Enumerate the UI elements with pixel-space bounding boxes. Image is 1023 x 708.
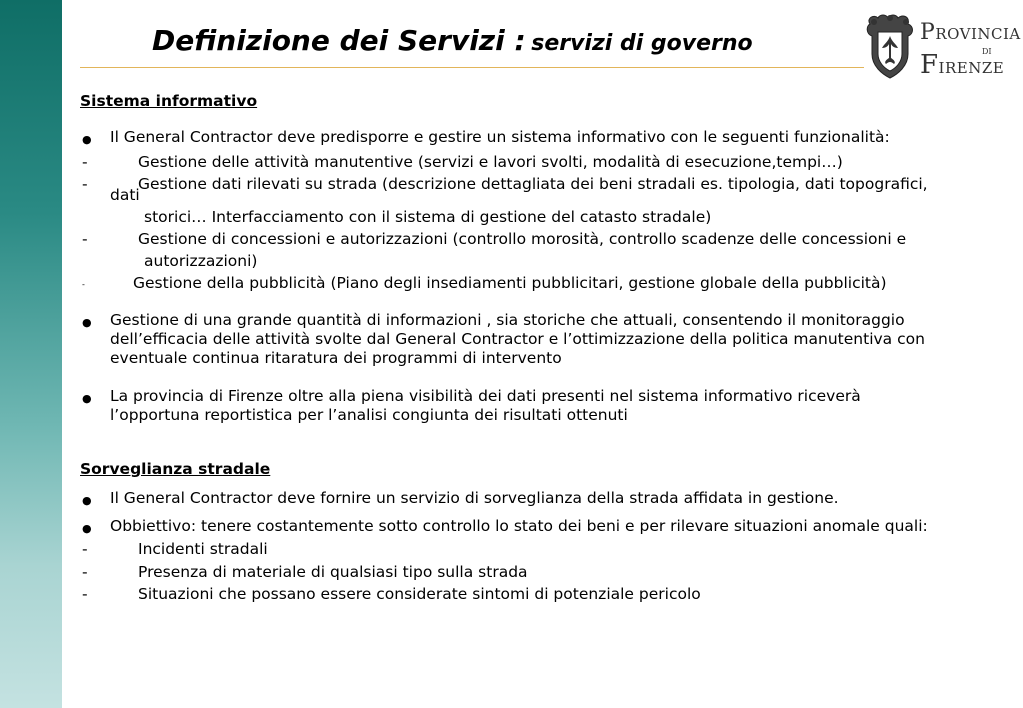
title-main: Definizione dei Servizi : (152, 24, 526, 57)
title-sub: servizi di governo (531, 31, 753, 56)
dash-marker: - (82, 540, 88, 558)
s2-item1: Incidenti stradali (138, 540, 268, 558)
s1-item1: Gestione delle attività manutentive (servizi e lavori svolti, modalità di esecuzione,tempi…) (138, 153, 843, 171)
s1-bullet2-line3: eventuale continua ritaratura dei programmi di intervento (110, 349, 562, 367)
section-heading-sorveglianza: Sorveglianza stradale (80, 460, 271, 478)
s1-bullet3-line1: La provincia di Firenze oltre alla piena visibilità dei dati presenti nel sistema informativo riceverà (110, 387, 861, 405)
bullet-icon: ● (82, 392, 92, 405)
title-divider (80, 67, 864, 68)
s2-item3: Situazioni che possano essere considerate sintomi di potenziale pericolo (138, 585, 701, 603)
logo-rest-1: ROVINCIA (935, 25, 1021, 43)
dash-marker: - (82, 585, 88, 603)
s1-item3-line2: autorizzazioni) (144, 252, 258, 270)
provincia-logo (864, 14, 1021, 84)
s1-item2-line3: storici… Interfacciamento con il sistema di gestione del catasto stradale) (144, 208, 712, 226)
logo-wordmark (920, 20, 1021, 80)
bullet-icon: ● (82, 522, 92, 535)
logo-rest-2: IRENZE (938, 59, 1005, 77)
s1-item4: Gestione della pubblicità (Piano degli insediamenti pubblicitari, gestione globale della pubblicità) (133, 274, 887, 292)
bullet-icon: ● (82, 316, 92, 329)
logo-cap-f: F (920, 50, 939, 80)
s1-bullet2-line2: dell’efficacia delle attività svolte dal General Contractor e l’ottimizzazione della politica manutentiva con (110, 330, 925, 348)
s2-bullet1: Il General Contractor deve fornire un servizio di sorveglianza della strada affidata in gestione. (110, 489, 839, 507)
page-title (152, 24, 753, 57)
s1-bullet1: Il General Contractor deve predisporre e gestire un sistema informativo con le seguenti funzionalità: (110, 128, 890, 146)
section-heading-sistema: Sistema informativo (80, 92, 258, 110)
s2-item2: Presenza di materiale di qualsiasi tipo sulla strada (138, 563, 528, 581)
dash-marker: - (82, 175, 88, 193)
dash-marker-small: - (82, 280, 85, 289)
s1-item2-line2: dati (110, 186, 140, 204)
dash-marker: - (82, 230, 88, 248)
logo-cap-p: P (920, 20, 936, 45)
sidebar-gradient (0, 0, 62, 708)
dash-marker: - (82, 563, 88, 581)
dash-marker: - (82, 153, 88, 171)
s1-item2-line1: Gestione dati rilevati su strada (descrizione dettagliata dei beni stradali es. tipologia, dati topografici, (138, 175, 928, 193)
s1-item3-line1: Gestione di concessioni e autorizzazioni (controllo morosità, controllo scadenze delle concessioni e (138, 230, 907, 248)
s1-bullet3-line2: l’opportuna reportistica per l’analisi congiunta dei risultati ottenuti (110, 406, 628, 424)
s1-bullet2-line1: Gestione di una grande quantità di informazioni , sia storiche che attuali, consentendo il monitoraggio (110, 311, 905, 329)
s2-bullet2: Obbiettivo: tenere costantemente sotto controllo lo stato dei beni e per rilevare situazioni anomale quali: (110, 517, 928, 535)
logo-di: DI (982, 47, 992, 56)
bullet-icon: ● (82, 133, 92, 146)
coat-of-arms-icon (864, 14, 916, 80)
bullet-icon: ● (82, 494, 92, 507)
